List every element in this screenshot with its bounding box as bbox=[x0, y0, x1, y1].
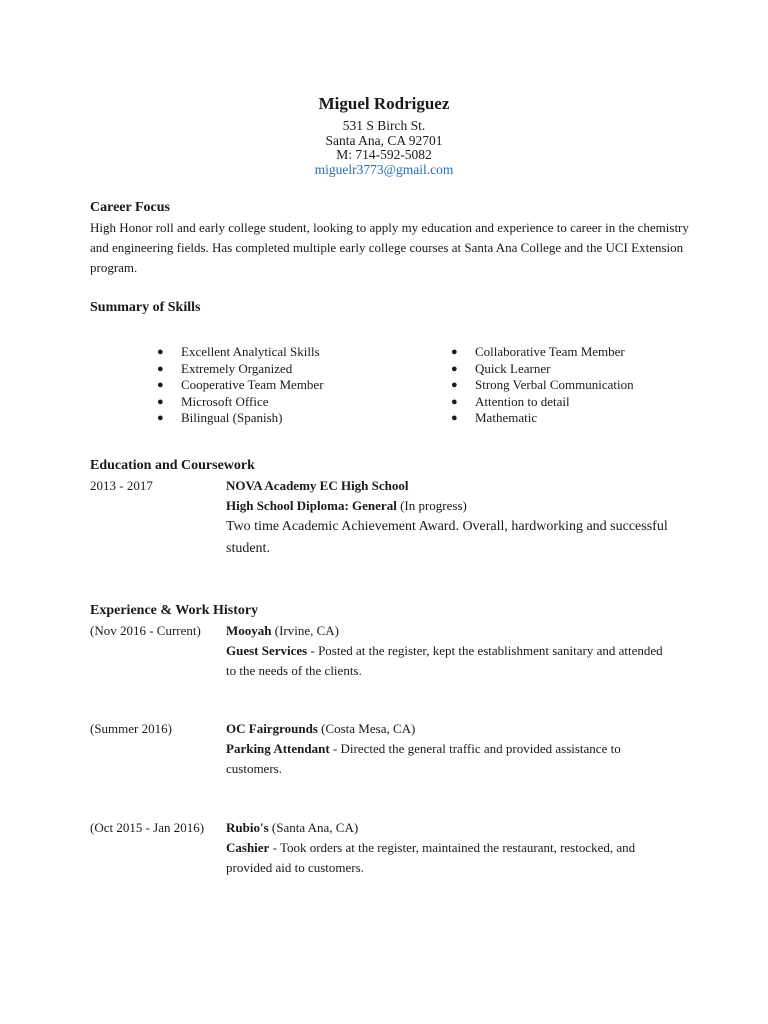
skill-label: Extremely Organized bbox=[181, 360, 293, 376]
job-description: - Took orders at the register, maintained the restaurant, restocked, and provided aid to customers. bbox=[226, 840, 636, 875]
list-item bbox=[451, 394, 634, 411]
list-item bbox=[451, 361, 634, 378]
job-location: (Santa Ana, CA) bbox=[268, 820, 359, 835]
bullet-icon: ● bbox=[451, 346, 458, 358]
job-role: Guest Services bbox=[226, 643, 308, 658]
job-role-line bbox=[226, 739, 671, 779]
phone-number: M: 714-592-5082 bbox=[336, 147, 432, 162]
job-employer: Mooyah bbox=[226, 623, 272, 638]
diploma-line bbox=[226, 496, 671, 516]
job-location: (Costa Mesa, CA) bbox=[317, 721, 416, 736]
address-line-1: 531 S Birch St. bbox=[342, 118, 426, 133]
education-detail bbox=[226, 476, 671, 560]
job-role: Parking Attendant bbox=[226, 741, 330, 756]
diploma-status: (In progress) bbox=[396, 498, 467, 513]
job-description: - Posted at the register, kept the establishment sanitary and attended to the needs of the clients. bbox=[226, 643, 663, 678]
skill-label: Quick Learner bbox=[475, 360, 551, 376]
job-detail bbox=[226, 719, 671, 779]
skills-list-left bbox=[157, 344, 324, 427]
bullet-icon: ● bbox=[157, 362, 164, 375]
list-item bbox=[157, 344, 324, 361]
skills-heading: Summary of Skills bbox=[90, 300, 201, 315]
achievement-text: Two time Academic Achievement Award. Overall, hardworking and successful student. bbox=[226, 519, 668, 556]
resume-header bbox=[0, 92, 768, 177]
bullet-icon: ● bbox=[157, 395, 164, 408]
skill-label: Strong Verbal Communication bbox=[475, 377, 634, 392]
bullet-icon: ● bbox=[451, 362, 458, 375]
experience-heading: Experience & Work History bbox=[90, 603, 259, 618]
address-line-2: Santa Ana, CA 92701 bbox=[325, 132, 443, 148]
career-focus-text: High Honor roll and early college student, looking to apply my education and experience to career in the chemistry and engineering fields. Has completed multiple early college courses at Santa Ana College and the UCI Extension program. bbox=[90, 220, 689, 275]
skills-list-right bbox=[451, 344, 634, 427]
list-item bbox=[157, 394, 324, 411]
diploma-title: High School Diploma: General bbox=[226, 498, 397, 513]
job-detail bbox=[226, 818, 671, 878]
applicant-name: Miguel Rodriguez bbox=[318, 94, 450, 113]
bullet-icon: ● bbox=[451, 379, 458, 391]
bullet-icon: ● bbox=[451, 395, 458, 408]
career-focus-heading: Career Focus bbox=[90, 200, 170, 215]
list-item bbox=[157, 377, 324, 394]
skill-label: Bilingual (Spanish) bbox=[181, 410, 283, 425]
education-heading: Education and Coursework bbox=[90, 458, 255, 473]
skill-label: Excellent Analytical Skills bbox=[181, 344, 320, 359]
list-item bbox=[157, 361, 324, 378]
job-detail bbox=[226, 621, 671, 681]
job-employer: OC Fairgrounds bbox=[226, 721, 318, 736]
job-dates: (Summer 2016) bbox=[90, 721, 172, 736]
job-employer-line bbox=[226, 719, 671, 739]
skill-label: Microsoft Office bbox=[181, 393, 269, 409]
bullet-icon: ● bbox=[451, 412, 458, 424]
job-role-line bbox=[226, 641, 671, 681]
job-employer-line bbox=[226, 621, 671, 641]
job-dates: (Nov 2016 - Current) bbox=[90, 623, 201, 638]
job-role-line bbox=[226, 838, 671, 878]
job-description: - Directed the general traffic and provided assistance to customers. bbox=[226, 741, 621, 776]
email-link[interactable]: miguelr3773@gmail.com bbox=[314, 161, 454, 177]
skill-label: Collaborative Team Member bbox=[475, 344, 625, 359]
skill-label: Attention to detail bbox=[475, 393, 570, 409]
bullet-icon: ● bbox=[157, 412, 164, 424]
bullet-icon: ● bbox=[157, 379, 164, 391]
list-item bbox=[451, 377, 634, 394]
skill-label: Cooperative Team Member bbox=[181, 377, 324, 392]
skill-label: Mathematic bbox=[475, 410, 538, 425]
job-location: (Irvine, CA) bbox=[271, 623, 340, 638]
job-dates: (Oct 2015 - Jan 2016) bbox=[90, 820, 205, 835]
job-employer: Rubio's bbox=[226, 820, 269, 835]
list-item bbox=[157, 410, 324, 427]
school-name: NOVA Academy EC High School bbox=[226, 478, 409, 493]
job-role: Cashier bbox=[226, 840, 270, 855]
job-employer-line bbox=[226, 818, 671, 838]
education-dates: 2013 - 2017 bbox=[90, 478, 153, 493]
list-item bbox=[451, 410, 634, 427]
list-item bbox=[451, 344, 634, 361]
bullet-icon: ● bbox=[157, 346, 164, 358]
